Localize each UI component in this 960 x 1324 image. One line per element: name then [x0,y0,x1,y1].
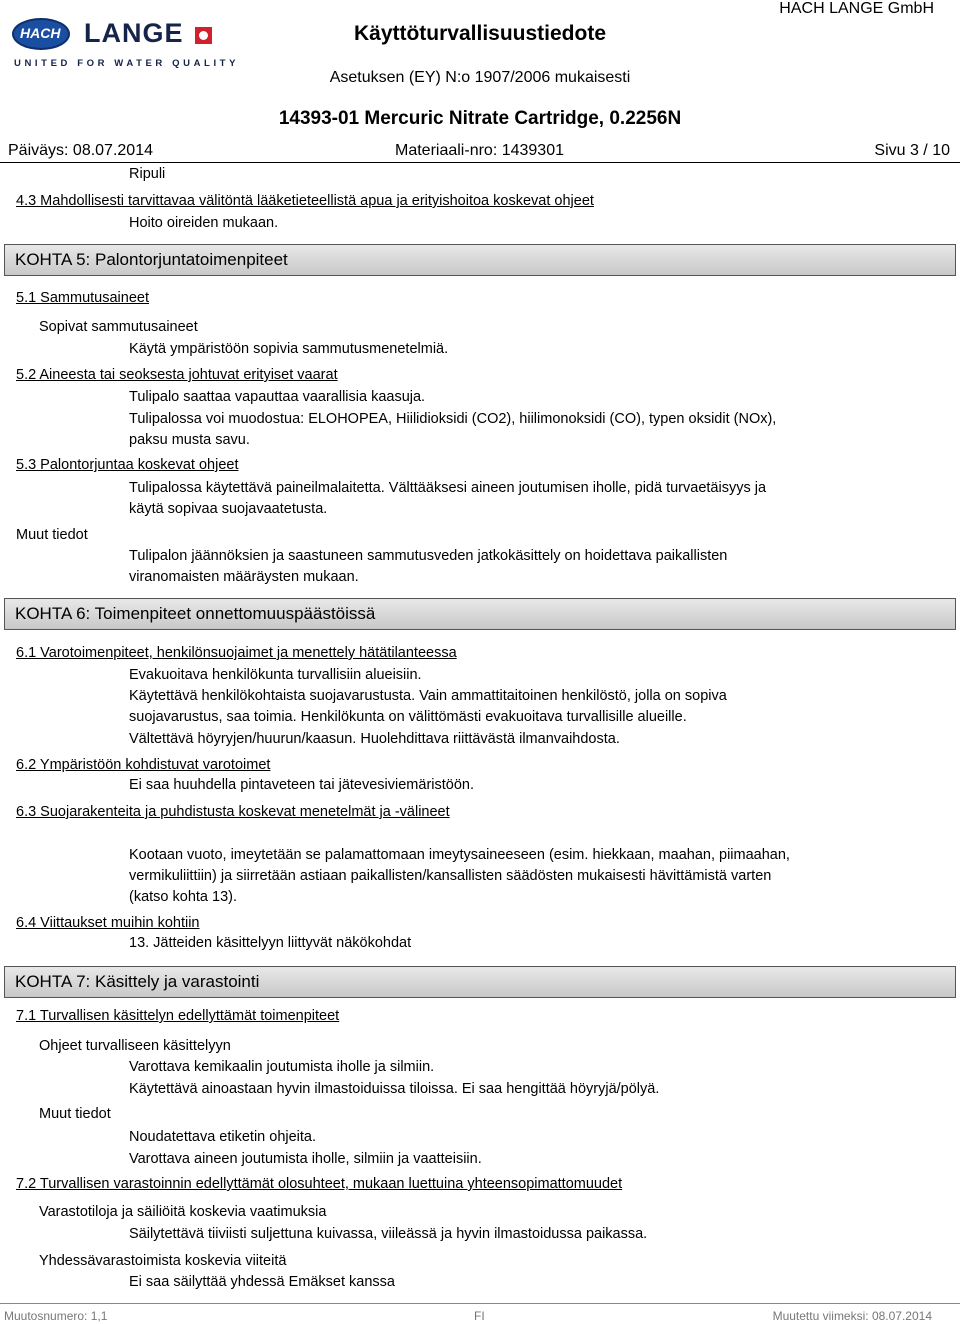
subsection-6-4-title: 6.4 Viittaukset muihin kohtiin [16,915,200,931]
subsection-7-1-line: Varottava aineen joutumista iholle, silmiin ja vaatteisiin. [129,1151,482,1167]
registered-mark-icon [195,27,212,44]
subsection-5-3-title: 5.3 Palontorjuntaa koskevat ohjeet [16,457,239,473]
subsection-7-2-label: Yhdessävarastoimista koskevia viiteitä [39,1253,287,1269]
subsection-7-2-line: Ei saa säilyttää yhdessä Emäkset kanssa [129,1274,395,1290]
subsection-6-4-line: 13. Jätteiden käsittelyyn liittyvät näkökohdat [129,935,412,951]
material-number: Materiaali-nro: 1439301 [395,142,564,159]
last-modified: Muutettu viimeksi: 08.07.2014 [772,1309,932,1323]
document-title: Käyttöturvallisuustiedote [353,22,607,45]
subsection-6-1-line: Vältettävä höyryjen/huurun/kaasun. Huolehdittava riittävästä ilmanvaihdosta. [129,731,620,747]
revision-number: Muutosnumero: 1,1 [4,1309,108,1323]
subsection-5-2-line: Tulipalossa voi muodostua: ELOHOPEA, Hiilidioksidi (CO2), hiilimonoksidi (CO), typen oksidit (NOx), [129,411,777,427]
section-6-header: KOHTA 6: Toimenpiteet onnettomuuspäästöissä [4,598,956,630]
subsection-5-1-label: Sopivat sammutusaineet [39,319,198,335]
product-name: 14393-01 Mercuric Nitrate Cartridge, 0.2256N [278,108,682,129]
subsection-6-3-line: vermikuliittiin) ja siirretään astiaan paikallisten/kansallisten säädösten mukaisesti hävittämistä varten [129,868,772,884]
subsection-5-2-line: Tulipalo saattaa vapauttaa vaarallisia kaasuja. [129,389,426,405]
subsection-6-1-title: 6.1 Varotoimenpiteet, henkilönsuojaimet ja menettely hätätilanteessa [16,645,457,661]
subsection-6-1-line: suojavarustus, saa toimia. Henkilökunta on välittömästi evakuoitava turvallisille alueille. [129,709,687,725]
other-info-line: viranomaisten määräysten mukaan. [129,569,359,585]
subsection-6-1-line: Evakuoitava henkilökunta turvallisiin alueisiin. [129,667,422,683]
document-date: Päiväys: 08.07.2014 [8,142,153,159]
subsection-7-2-title: 7.2 Turvallisen varastoinnin edellyttämät olosuhteet, mukaan luettuina yhteensopimattomuudet [16,1176,623,1192]
other-info-label: Muut tiedot [39,1106,111,1122]
company-name: HACH LANGE GmbH [779,0,934,17]
symptom-text: Ripuli [129,166,166,182]
subsection-7-1-label: Ohjeet turvalliseen käsittelyyn [39,1038,231,1054]
section-7-header: KOHTA 7: Käsittely ja varastointi [4,966,956,998]
subsection-7-1-line: Noudatettava etiketin ohjeita. [129,1129,317,1145]
subsection-4-3-title: 4.3 Mahdollisesti tarvittavaa välitöntä lääketieteellistä apua ja erityishoitoa koskevat ohjeet [16,193,594,209]
page-number: Sivu 3 / 10 [874,142,950,159]
subsection-5-3-line: Tulipalossa käytettävä paineilmalaitetta. Välttääksesi aineen joutumisen iholle, pidä turvaetäisyys ja [129,480,767,496]
other-info-label: Muut tiedot [16,527,88,543]
subsection-6-3-line: Kootaan vuoto, imeytetään se palamattomaan imeytysaineeseen (esim. hiekkaan, maahan, piimaahan, [129,847,790,863]
footer-divider [0,1303,960,1304]
subsection-7-2-label: Varastotiloja ja säiliöitä koskevia vaatimuksia [39,1204,327,1220]
subsection-5-3-line: käytä sopivaa suojavaatetusta. [129,501,328,517]
language-code: FI [474,1309,485,1323]
subsection-6-2-line: Ei saa huuhdella pintaveteen tai jätevesiviemäristöön. [129,777,474,793]
regulation-line: Asetuksen (EY) N:o 1907/2006 mukaisesti [329,69,631,86]
subsection-5-2-title: 5.2 Aineesta tai seoksesta johtuvat erityiset vaarat [16,367,338,383]
subsection-5-1-text: Käytä ympäristöön sopivia sammutusmenetelmiä. [129,341,449,357]
subsection-6-3-title: 6.3 Suojarakenteita ja puhdistusta koskevat menetelmät ja -välineet [16,804,450,820]
subsection-7-1-line: Käytettävä ainoastaan hyvin ilmastoiduissa tiloissa. Ei saa hengittää höyryjä/pölyä. [129,1081,660,1097]
other-info-line: Tulipalon jäännöksien ja saastuneen sammutusveden jatkokäsittely on hoidettava paikallisten [129,548,728,564]
subsection-6-3-line: (katso kohta 13). [129,889,237,905]
subsection-5-2-line: paksu musta savu. [129,432,250,448]
subsection-7-2-line: Säilytettävä tiiviisti suljettuna kuivassa, viileässä ja hyvin ilmastoidussa paikassa. [129,1226,648,1242]
brand-name: LANGE [84,18,184,48]
subsection-6-1-line: Käytettävä henkilökohtaista suojavarustusta. Vain ammattitaitoinen henkilöstö, jolla on sopiva [129,688,727,704]
subsection-7-1-title: 7.1 Turvallisen käsittelyn edellyttämät toimenpiteet [16,1008,340,1024]
brand-tagline: UNITED FOR WATER QUALITY [14,58,240,69]
section-5-header: KOHTA 5: Palontorjuntatoimenpiteet [4,244,956,276]
hach-badge-text: HACH [20,25,61,41]
subsection-4-3-text: Hoito oireiden mukaan. [129,215,279,231]
subsection-6-2-title: 6.2 Ympäristöön kohdistuvat varotoimet [16,757,271,773]
subsection-7-1-line: Varottava kemikaalin joutumista iholle ja silmiin. [129,1059,435,1075]
header-divider [0,162,960,163]
subsection-5-1-title: 5.1 Sammutusaineet [16,290,149,306]
